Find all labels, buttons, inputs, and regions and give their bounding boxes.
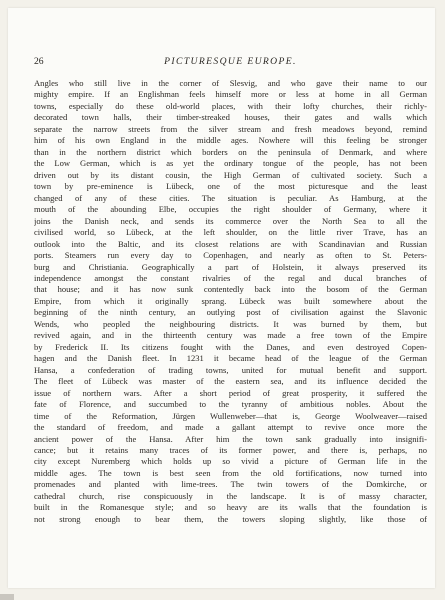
text-line: hagen and the Danish fleet. In 1231 it became head of the league of the German (34, 353, 427, 364)
text-line: burg and Christiania. Geographically a part of Holstein, it always preserved its (34, 261, 427, 272)
text-line: cance; but it retains many traces of its former power, and there is, perhaps, no (34, 445, 427, 455)
text-line: middle ages. The town is best seen from the old fortifications, now turned into (34, 467, 427, 478)
text-line: not strong enough to bear them, the towers sloping slightly, like those of (34, 513, 427, 524)
text-line: ancient power of the Hansa. After him the town sank gradually into insignifi- (34, 433, 427, 444)
text-line: that house; and it has now sunk contentedly back into the bosom of the German (34, 284, 427, 295)
text-line: promenades and planted with lime-trees. The twin towers of the Domkirche, or (34, 479, 427, 490)
text-line: beginning of the ninth century, an outlying post of civilisation against the Slavonic (34, 307, 427, 318)
text-line: fate of Florence, and succumbed to the tyranny of ambitious nobles. About the (34, 399, 427, 410)
text-line: joins the Danish neck, and sends its commerce over the North Sea to all the (34, 215, 427, 226)
text-line: him of his own England in the middle ages. Nowhere will this feeling be stronger (34, 135, 427, 146)
text-line: time of the Reformation, Jürgen Wullenweber—that is, George Woolweaver—raised (34, 410, 427, 421)
page-number: 26 (34, 56, 44, 67)
text-line: city except Nuremberg which holds up so vivid a picture of German life in the (34, 456, 427, 467)
text-line: driven out by its distant cousin, the High German of cultivated society. Such a (34, 169, 427, 180)
text-line: Empire, from which it originally sprang. Lübeck was built somewhere about the (34, 295, 427, 306)
scan-corner-mark (0, 594, 14, 600)
text-line: town by pre-eminence is Lübeck, one of the most picturesque and the least (34, 181, 427, 192)
text-line: revived again, and in the thirteenth century was made a free town of the Empire (34, 330, 427, 341)
text-line: separate the narrow streets from the silver stream and fresh meadows beyond, remind (34, 123, 427, 134)
text-line: changed of any of these cities. The situation is peculiar. As Hamburg, at the (34, 192, 427, 203)
text-line: Wends, who peopled the neighbouring districts. It was burned by them, but (34, 318, 427, 329)
text-line: issue of northern wars. After a short period of great prosperity, it suffered the (34, 387, 427, 398)
text-line: ports. Steamers run every day to Copenhagen, and nearly as often to St. Peters- (34, 250, 427, 261)
running-title: PICTURESQUE EUROPE. (164, 56, 297, 67)
text-line: mighty empire. If an Englishman feels himself more or less at home in all German (34, 89, 427, 100)
text-line: Hansa, a confederation of trading towns, united for mutual benefit and support. (34, 364, 427, 375)
text-line: The fleet of Lübeck was master of the eastern sea, and its influence decided the (34, 376, 427, 387)
text-line: independence amongst the constant rivalries of the regal and ducal branches of (34, 272, 427, 283)
text-line: built in the Romanesque style; and so heavy are its walls that the foundation is (34, 502, 427, 513)
text-line: outlook into the Baltic, and its closest relations are with Scandinavian and Russian (34, 238, 427, 249)
text-line: civilised world, so Lübeck, at the left shoulder, on the little river Trave, has an (34, 227, 427, 238)
text-line: than in the northern district which borders on the peninsula of Denmark, and where (34, 146, 427, 157)
text-line: cathedral church, rise conspicuously in the landscape. It is of massy character, (34, 490, 427, 501)
text-line: Angles who still live in the corner of Slesvig, and who gave their name to our (34, 78, 427, 88)
text-line: by Frederick II. Its citizens fought with the Danes, and even destroyed Copen- (34, 341, 427, 352)
page-header (34, 56, 427, 68)
text-line: mouth of the abounding Elbe, occupies the right shoulder of Germany, where it (34, 204, 427, 215)
text-line: towns, especially do these old-world places, with their lofty churches, their richly- (34, 100, 427, 111)
text-line: the Low German, which is as yet the ordinary tongue of the people, has not been (34, 158, 427, 169)
body-text (34, 78, 427, 525)
text-line: the standard of freedom, and made a gallant attempt to revive once more the (34, 422, 427, 433)
text-line: decorated town halls, their timber-streaked houses, their gates and walls which (34, 112, 427, 123)
book-page (8, 8, 435, 588)
